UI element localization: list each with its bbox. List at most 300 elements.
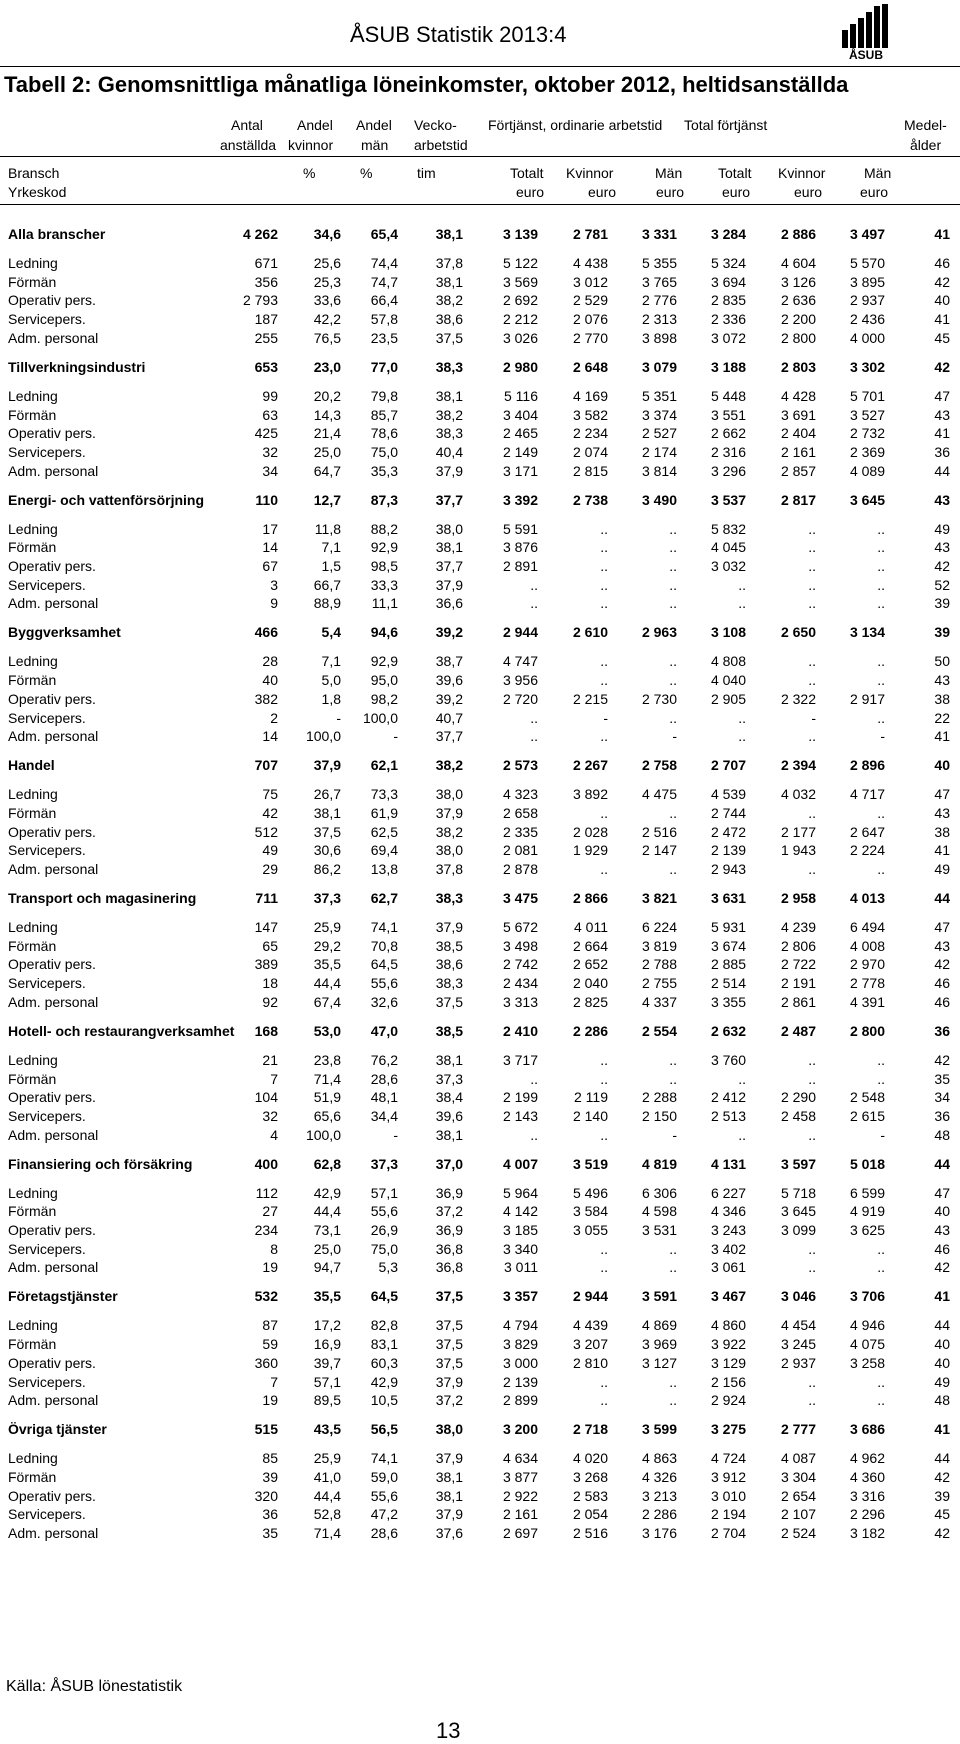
table-row — [0, 1125, 960, 1145]
cell-value: 38,3 — [435, 890, 463, 906]
cell-value: 1,5 — [321, 558, 341, 574]
cell-value: 40 — [934, 757, 950, 774]
cell-value: 2 720 — [502, 690, 538, 707]
table-row — [0, 859, 960, 879]
row-label: Förmän — [8, 273, 57, 290]
row-label: Förmän — [8, 1468, 57, 1485]
cell-value: 2 770 — [572, 329, 608, 346]
cell-value: - — [603, 709, 608, 726]
cell-value: 44 — [934, 1155, 950, 1172]
cell-value: 3 645 — [849, 491, 885, 508]
cell-value: 3 185 — [502, 1222, 538, 1238]
col-vecko-l2: arbetstid — [414, 137, 468, 153]
cell-value: .. — [530, 709, 538, 726]
cell-value: 4 262 — [242, 226, 278, 242]
cell-value: 389 — [254, 956, 278, 973]
cell-value: 2 718 — [572, 1421, 608, 1438]
cell-value: 65,6 — [313, 1107, 341, 1124]
table-row — [0, 1467, 960, 1487]
cell-value: 36 — [934, 1022, 950, 1039]
table-row — [0, 784, 960, 804]
table-row — [0, 519, 960, 539]
cell-value: 2 — [270, 709, 278, 726]
cell-value: 4 919 — [849, 1203, 885, 1220]
cell-value: 3 340 — [502, 1240, 538, 1257]
cell-value: .. — [808, 861, 816, 877]
row-label: Förmän — [8, 1070, 57, 1087]
cell-value: .. — [808, 804, 816, 821]
row-label: Förmän — [8, 1203, 57, 1220]
cell-value: .. — [600, 576, 608, 593]
table-row — [0, 461, 960, 481]
cell-value: 3 331 — [641, 226, 677, 242]
cell-value: 4 360 — [849, 1468, 885, 1485]
cell-value: .. — [808, 1051, 816, 1068]
row-label: Servicepers. — [8, 975, 86, 992]
cell-value: 3 829 — [502, 1336, 538, 1353]
table-row — [0, 689, 960, 709]
table-row — [0, 1183, 960, 1203]
cell-value: 4 337 — [641, 993, 677, 1010]
cell-value: 48,1 — [370, 1089, 398, 1106]
cell-value: .. — [600, 672, 608, 689]
cell-value: 2 028 — [572, 823, 608, 840]
cell-value: 38,2 — [435, 823, 463, 840]
cell-value: .. — [808, 576, 816, 593]
table-row — [0, 405, 960, 425]
cell-value: 37,9 — [435, 1506, 463, 1523]
cell-value: 39 — [934, 624, 950, 641]
row-label: Ledning — [8, 919, 58, 935]
cell-value: 94,6 — [370, 624, 398, 641]
row-label: Operativ pers. — [8, 292, 96, 309]
cell-value: 46 — [934, 255, 950, 271]
cell-value: 65 — [262, 937, 278, 954]
cell-value: 2 738 — [572, 491, 608, 508]
cell-value: 3 061 — [710, 1259, 746, 1276]
cell-value: 38,1 — [435, 226, 463, 242]
table-row — [0, 822, 960, 842]
header-row-3 — [0, 165, 960, 185]
row-label: Ledning — [8, 255, 58, 271]
cell-value: 37,9 — [435, 919, 463, 935]
cell-value: .. — [877, 520, 885, 537]
cell-value: 2 040 — [572, 975, 608, 992]
cell-value: 3 302 — [849, 358, 885, 375]
table-row — [0, 1372, 960, 1392]
cell-value: 2 554 — [641, 1022, 677, 1039]
cell-value: 25,0 — [313, 443, 341, 460]
cell-value: 18 — [262, 975, 278, 992]
cell-value: 2 744 — [710, 804, 746, 821]
cell-value: 34,6 — [313, 226, 341, 242]
cell-value: 36,6 — [435, 595, 463, 612]
row-label: Adm. personal — [8, 1525, 99, 1541]
table-row — [0, 1220, 960, 1240]
row-label: Förmän — [8, 672, 57, 689]
cell-value: 2 336 — [710, 311, 746, 328]
cell-value: 37,9 — [313, 757, 341, 774]
cell-value: 3 012 — [572, 273, 608, 290]
cell-value: 59 — [262, 1336, 278, 1353]
cell-value: 2 937 — [780, 1354, 816, 1371]
cell-value: 11,1 — [371, 595, 398, 612]
source-note: Källa: ÅSUB lönestatistik — [6, 1678, 183, 1695]
cell-value: 4 032 — [780, 786, 816, 803]
cell-value: .. — [808, 1392, 816, 1409]
cell-value: 44,4 — [313, 1203, 341, 1220]
cell-value: 5 496 — [572, 1184, 608, 1201]
cell-value: 71,4 — [313, 1525, 341, 1541]
cell-value: 234 — [254, 1222, 278, 1238]
cell-value: .. — [877, 653, 885, 670]
cell-value: 28,6 — [370, 1070, 398, 1087]
cell-value: .. — [669, 1373, 677, 1390]
cell-value: 3 402 — [710, 1240, 746, 1257]
cell-value: 38,3 — [435, 358, 463, 375]
table-row — [0, 1050, 960, 1070]
col-andelk-l2: kvinnor — [288, 137, 334, 153]
cell-value: 2 335 — [502, 823, 538, 840]
cell-value: 4 007 — [502, 1155, 538, 1172]
table-row — [0, 1504, 960, 1524]
row-label: Hotell- och restaurangverksamhet — [8, 1022, 235, 1039]
row-label: Servicepers. — [8, 443, 86, 460]
cell-value: 4 428 — [780, 387, 816, 404]
col-antal-l2: anställda — [220, 137, 277, 153]
cell-value: 98,2 — [370, 690, 398, 707]
cell-value: - — [393, 1126, 398, 1143]
cell-value: 28 — [262, 653, 278, 670]
cell-value: 3 275 — [710, 1421, 746, 1438]
cell-value: 43 — [934, 491, 950, 508]
cell-value: 2 980 — [502, 358, 538, 375]
cell-value: 7 — [270, 1373, 278, 1390]
cell-value: 2 107 — [780, 1506, 816, 1523]
cell-value: 104 — [254, 1089, 278, 1106]
cell-value: 2 369 — [849, 443, 885, 460]
cell-value: 59,0 — [370, 1468, 398, 1485]
cell-value: 38 — [934, 690, 950, 707]
cell-value: 37,5 — [435, 1336, 463, 1353]
row-label: Alla branscher — [8, 226, 106, 242]
cell-value: 42 — [262, 804, 278, 821]
cell-value: 2 434 — [502, 975, 538, 992]
cell-value: 2 615 — [849, 1107, 885, 1124]
cell-value: 7,1 — [321, 653, 341, 670]
row-label: Servicepers. — [8, 1240, 86, 1257]
cell-value: 2 140 — [572, 1107, 608, 1124]
cell-value: .. — [669, 861, 677, 877]
cell-value: 3 268 — [572, 1468, 608, 1485]
cell-value: 38,0 — [435, 1421, 463, 1438]
cell-value: .. — [600, 520, 608, 537]
cell-value: 92 — [262, 993, 278, 1010]
row-label: Operativ pers. — [8, 1089, 96, 1106]
cell-value: 47 — [934, 387, 950, 404]
cell-value: 29,2 — [313, 937, 341, 954]
cell-value: 60,3 — [370, 1354, 398, 1371]
cell-value: 38,4 — [435, 1089, 463, 1106]
cell-value: 38,1 — [435, 387, 463, 404]
cell-value: 25,9 — [313, 1450, 341, 1467]
cell-value: 3 537 — [710, 491, 746, 508]
row-label: Servicepers. — [8, 1506, 86, 1523]
cell-value: 44 — [934, 1450, 950, 1467]
cell-value: 2 806 — [780, 937, 816, 954]
cell-value: 2 886 — [780, 226, 816, 242]
table-row — [0, 726, 960, 746]
table-row — [0, 1239, 960, 1259]
cell-value: 42 — [934, 558, 950, 574]
cell-value: 10,5 — [370, 1392, 398, 1409]
cell-value: 23,8 — [313, 1051, 341, 1068]
cell-value: 2 199 — [502, 1089, 538, 1106]
cell-value: .. — [669, 804, 677, 821]
cell-value: 5 591 — [502, 520, 538, 537]
table-row — [0, 309, 960, 329]
col-euro6: euro — [860, 184, 889, 200]
cell-value: 42,9 — [370, 1373, 398, 1390]
cell-value: 63 — [262, 406, 278, 423]
cell-value: 2 161 — [780, 443, 816, 460]
cell-value: 2 074 — [572, 443, 608, 460]
cell-value: 2 174 — [641, 443, 677, 460]
cell-value: 3 898 — [641, 329, 677, 346]
cell-value: 3 213 — [641, 1487, 677, 1504]
cell-value: 3 645 — [780, 1203, 816, 1220]
cell-value: 3 819 — [641, 937, 677, 954]
cell-value: 4 962 — [849, 1450, 885, 1467]
cell-value: 85 — [262, 1450, 278, 1467]
cell-value: 4 089 — [849, 462, 885, 479]
section-row — [0, 622, 960, 642]
cell-value: 88,2 — [370, 520, 398, 537]
cell-value: 39 — [934, 595, 950, 612]
cell-value: 3 765 — [641, 273, 677, 290]
cell-value: 34,4 — [370, 1107, 398, 1124]
cell-value: 34 — [934, 1089, 950, 1106]
table-row — [0, 992, 960, 1012]
table-row — [0, 1448, 960, 1468]
cell-value: 75,0 — [370, 1240, 398, 1257]
cell-value: 45 — [934, 329, 950, 346]
cell-value: 4 724 — [710, 1450, 746, 1467]
cell-value: 37,7 — [435, 491, 463, 508]
cell-value: 2 885 — [710, 956, 746, 973]
cell-value: 2 632 — [710, 1022, 746, 1039]
section-row — [0, 755, 960, 775]
cell-value: 400 — [254, 1155, 278, 1172]
cell-value: .. — [877, 576, 885, 593]
cell-value: 3 674 — [710, 937, 746, 954]
cell-value: 3 171 — [502, 462, 538, 479]
table-row — [0, 575, 960, 595]
header-row-4 — [0, 184, 960, 204]
row-label: Ledning — [8, 1051, 58, 1068]
row-label: Ledning — [8, 1184, 58, 1201]
table-row — [0, 593, 960, 613]
cell-value: 44 — [934, 462, 950, 479]
cell-value: 1,8 — [321, 690, 341, 707]
cell-value: .. — [600, 804, 608, 821]
cell-value: 62,1 — [370, 757, 398, 774]
row-label: Adm. personal — [8, 993, 99, 1010]
cell-value: 4 634 — [502, 1450, 538, 1467]
cell-value: 62,8 — [313, 1155, 341, 1172]
cell-value: 37,0 — [435, 1155, 463, 1172]
cell-value: 42 — [934, 1259, 950, 1276]
row-label: Förmän — [8, 406, 57, 423]
cell-value: 3 182 — [849, 1525, 885, 1541]
col-andel-kvinnor: Andel — [297, 117, 333, 133]
cell-value: 711 — [255, 890, 278, 906]
cell-value: 2 296 — [849, 1506, 885, 1523]
cell-value: 77,0 — [370, 358, 398, 375]
cell-value: 3 108 — [710, 624, 746, 641]
cell-value: 3 956 — [502, 672, 538, 689]
cell-value: 3 072 — [710, 329, 746, 346]
cell-value: 37,2 — [435, 1203, 463, 1220]
cell-value: 3 519 — [572, 1155, 608, 1172]
cell-value: .. — [877, 672, 885, 689]
cell-value: 38,3 — [435, 425, 463, 442]
col-kvinnor2: Kvinnor — [778, 165, 826, 181]
row-label: Operativ pers. — [8, 558, 96, 574]
cell-value: .. — [877, 804, 885, 821]
cell-value: 6 224 — [641, 919, 677, 935]
table-row — [0, 651, 960, 671]
cell-value: 4 020 — [572, 1450, 608, 1467]
cell-value: 38,1 — [313, 804, 341, 821]
cell-value: 41 — [934, 842, 950, 859]
cell-value: .. — [738, 595, 746, 612]
cell-value: 2 944 — [572, 1288, 608, 1305]
row-label: Operativ pers. — [8, 1354, 96, 1371]
cell-value: 67 — [262, 558, 278, 574]
cell-value: 3 582 — [572, 406, 608, 423]
cell-value: 4 439 — [572, 1317, 608, 1334]
cell-value: 76,5 — [313, 329, 341, 346]
cell-value: 2 573 — [502, 757, 538, 774]
row-label: Förmän — [8, 539, 57, 556]
cell-value: 5 964 — [502, 1184, 538, 1201]
cell-value: 3 284 — [710, 226, 746, 242]
cell-value: 47,0 — [370, 1022, 398, 1039]
section-row — [0, 357, 960, 377]
cell-value: 37,3 — [370, 1155, 398, 1172]
cell-value: 38,1 — [435, 539, 463, 556]
row-label: Operativ pers. — [8, 425, 96, 442]
cell-value: 512 — [254, 823, 278, 840]
cell-value: 4 169 — [572, 387, 608, 404]
cell-value: 2 861 — [780, 993, 816, 1010]
cell-value: 3 011 — [504, 1259, 538, 1276]
cell-value: 4 142 — [502, 1203, 538, 1220]
cell-value: 2 161 — [502, 1506, 538, 1523]
cell-value: .. — [877, 1373, 885, 1390]
cell-value: 2 286 — [572, 1022, 608, 1039]
row-label: Ledning — [8, 520, 58, 537]
cell-value: 3 046 — [780, 1288, 816, 1305]
cell-value: .. — [530, 1070, 538, 1087]
cell-value: 74,4 — [370, 255, 398, 271]
cell-value: 21,4 — [313, 425, 341, 442]
col-bransch: Bransch — [8, 165, 60, 181]
cell-value: 36 — [262, 1506, 278, 1523]
cell-value: 42 — [934, 956, 950, 973]
cell-value: 56,5 — [370, 1421, 398, 1438]
cell-value: 2 139 — [710, 842, 746, 859]
cell-value: 2 234 — [572, 425, 608, 442]
cell-value: 14,3 — [313, 406, 341, 423]
cell-value: .. — [808, 728, 816, 745]
cell-value: .. — [600, 1240, 608, 1257]
logo-text: ÅSUB — [848, 48, 884, 60]
cell-value: 2 143 — [502, 1107, 538, 1124]
col-tim: tim — [417, 165, 436, 181]
cell-value: 2 707 — [710, 757, 746, 774]
cell-value: 3 912 — [710, 1468, 746, 1485]
cell-value: .. — [530, 1126, 538, 1143]
table-row — [0, 708, 960, 728]
cell-value: .. — [669, 539, 677, 556]
cell-value: 2 436 — [849, 311, 885, 328]
cell-value: 3 316 — [849, 1487, 885, 1504]
cell-value: 2 944 — [502, 624, 538, 641]
cell-value: 36,8 — [435, 1259, 463, 1276]
cell-value: 44,4 — [313, 975, 341, 992]
header-row-1 — [0, 117, 960, 137]
header-rule — [0, 66, 960, 67]
cell-value: 4 747 — [502, 653, 538, 670]
cell-value: 53,0 — [313, 1022, 341, 1039]
cell-value: 2 286 — [641, 1506, 677, 1523]
cell-value: 2 212 — [502, 311, 538, 328]
cell-value: 3 760 — [710, 1051, 746, 1068]
cell-value: 39 — [262, 1468, 278, 1485]
col-euro1: euro — [516, 184, 545, 200]
cell-value: .. — [600, 1373, 608, 1390]
cell-value: 2 648 — [572, 358, 608, 375]
cell-value: 42,9 — [313, 1184, 341, 1201]
cell-value: 360 — [254, 1354, 278, 1371]
cell-value: 2 891 — [502, 558, 538, 574]
cell-value: 47 — [934, 786, 950, 803]
cell-value: 5 718 — [780, 1184, 816, 1201]
table-row — [0, 1201, 960, 1221]
row-label: Ledning — [8, 786, 58, 803]
cell-value: 112 — [255, 1184, 278, 1201]
cell-value: 4 438 — [572, 255, 608, 271]
row-label: Adm. personal — [8, 1126, 99, 1143]
cell-value: 3 000 — [502, 1354, 538, 1371]
cell-value: 2 316 — [710, 443, 746, 460]
cell-value: 2 516 — [641, 823, 677, 840]
cell-value: .. — [669, 1259, 677, 1276]
cell-value: 40,7 — [435, 709, 463, 726]
cell-value: 37,9 — [435, 576, 463, 593]
row-label: Servicepers. — [8, 1107, 86, 1124]
cell-value: 62,5 — [370, 823, 398, 840]
cell-value: .. — [669, 1240, 677, 1257]
row-label: Adm. personal — [8, 861, 99, 877]
cell-value: 37,5 — [435, 993, 463, 1010]
cell-value: 2 215 — [572, 690, 608, 707]
cell-value: 5 018 — [849, 1155, 885, 1172]
cell-value: 2 758 — [641, 757, 677, 774]
cell-value: .. — [669, 1070, 677, 1087]
